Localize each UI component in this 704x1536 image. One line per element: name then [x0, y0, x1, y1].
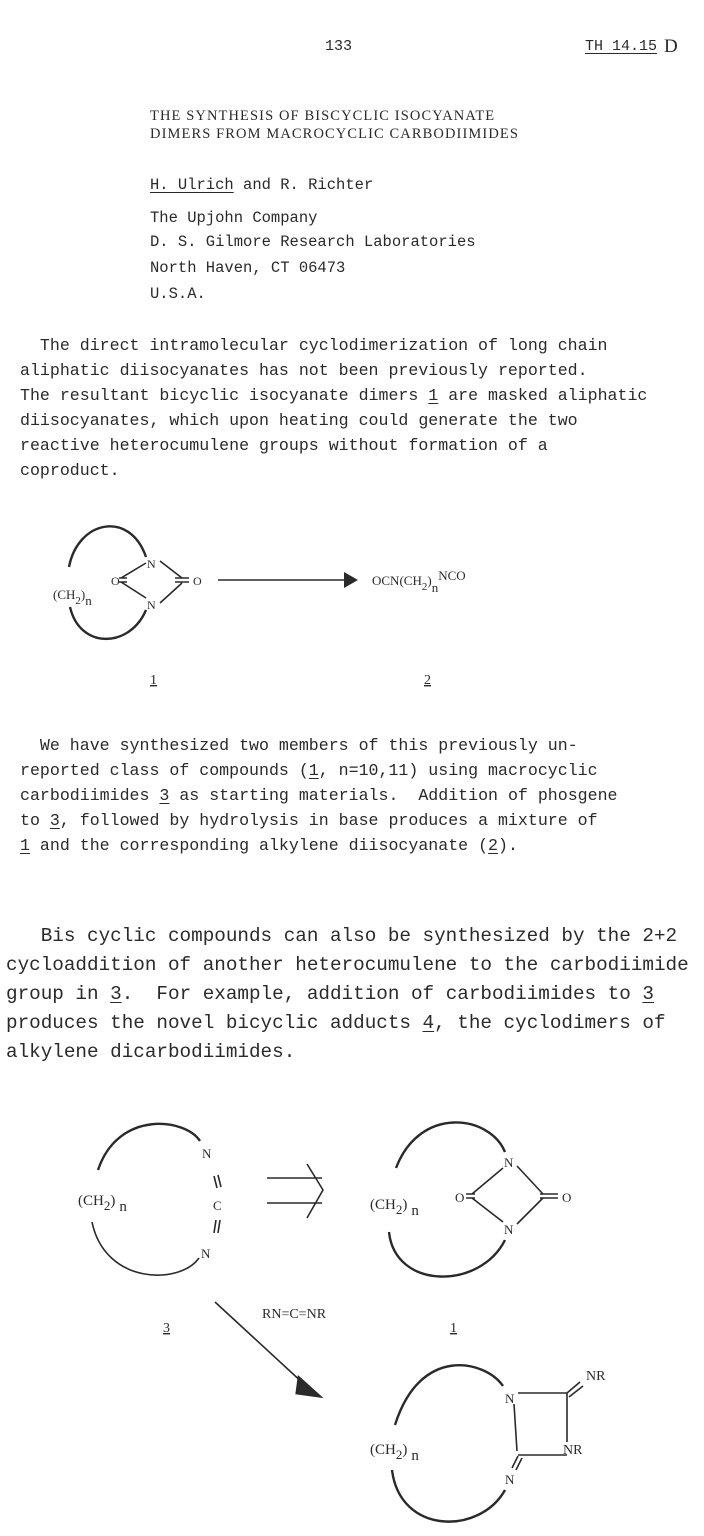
svg-text:N: N [505, 1472, 515, 1487]
svg-text:O: O [193, 574, 202, 588]
compound-reference: 4 [422, 1012, 435, 1034]
svg-text:O: O [111, 574, 120, 588]
compound-1-product-structure [370, 1122, 571, 1276]
compound-1-structure [53, 526, 202, 639]
compound-label-3: 3 [163, 1321, 170, 1336]
svg-text:O: O [455, 1190, 465, 1205]
compound-3-structure [78, 1124, 222, 1275]
co-author: and R. Richter [233, 176, 374, 194]
page-number: 133 [325, 38, 353, 55]
svg-text:N: N [202, 1146, 212, 1161]
text-segment: as starting materials. Addition of phosgene [169, 786, 618, 805]
reagent-label: RN=C=NR [262, 1307, 327, 1322]
svg-text:N: N [504, 1155, 514, 1170]
session-code: TH 14.15 [585, 38, 658, 55]
affiliation-line: The Upjohn Company [150, 209, 318, 227]
compound-reference: 3 [110, 983, 122, 1005]
text-segment: , followed by hydrolysis in base produces a mixture of [59, 811, 598, 830]
session-letter: D [664, 36, 678, 57]
compound-reference: 2 [488, 836, 498, 855]
svg-text:(CH2)n: (CH2) n [370, 1442, 419, 1464]
compound-label-1: 1 [150, 673, 157, 688]
reaction-arrow [218, 572, 358, 588]
svg-text:N: N [201, 1246, 211, 1261]
text-segment: . For example, addition of carbodiimides to [121, 983, 643, 1005]
text-segment: produces the novel bicyclic adducts [6, 1012, 423, 1034]
affiliation-line: U.S.A. [150, 285, 206, 303]
text-segment: to [20, 811, 50, 830]
ring-arc-upper [69, 526, 146, 567]
svg-text:N: N [147, 557, 156, 571]
compound-reference: 1 [308, 761, 319, 780]
text-segment: aliphatic diisocyanates has not been previously reported. [20, 361, 588, 380]
text-segment: diisocyanates, which upon heating could generate the two [20, 411, 578, 430]
text-segment: and the corresponding alkylene diisocyanate ( [29, 836, 489, 855]
svg-text:N: N [147, 598, 156, 612]
text-segment: ). [498, 836, 518, 855]
ring-arc-lower [70, 607, 146, 639]
svg-text:N: N [504, 1222, 514, 1237]
svg-text:(CH2)n: (CH2) n [78, 1193, 127, 1215]
text-segment: cycloaddition of another heterocumulene to the carbodiimide [6, 954, 689, 976]
text-segment: , the cyclodimers of [434, 1012, 666, 1034]
title-line-1: THE SYNTHESIS OF BISCYCLIC ISOCYANATE [150, 108, 496, 124]
double-arrow-implies [267, 1164, 323, 1218]
svg-text:N: N [505, 1391, 515, 1406]
svg-text:C: C [213, 1198, 222, 1213]
svg-text:NR: NR [563, 1443, 583, 1458]
text-segment: are masked aliphatic [438, 386, 648, 405]
text-segment: alkylene dicarbodiimides. [6, 1041, 296, 1063]
text-segment: The direct intramolecular cyclodimerization of long chain [20, 336, 608, 355]
compound-reference: 3 [49, 811, 60, 830]
text-segment: , n=10,11) using macrocyclic [318, 761, 598, 780]
compound-reference: 1 [428, 386, 439, 405]
text-segment: carbodiimides [20, 786, 160, 805]
svg-text:(CH2)n: $(CH_2)n$ [53, 587, 92, 608]
text-segment: We have synthesized two members of this previously un- [20, 736, 578, 755]
text-segment: coproduct. [20, 461, 120, 480]
presenting-author: H. Ulrich [150, 176, 234, 194]
compound-label-1b: 1 [450, 1321, 457, 1336]
compound-label-2: 2 [424, 673, 431, 688]
affiliation-line: North Haven, CT 06473 [150, 259, 346, 277]
text-segment: Bis cyclic compounds can also be synthesized by the 2+2 [6, 925, 678, 947]
svg-text:NR: NR [586, 1369, 606, 1384]
compound-reference: 1 [20, 836, 30, 855]
compound-4-structure [370, 1365, 606, 1521]
text-segment: reactive heterocumulene groups without formation of a [20, 436, 548, 455]
text-segment: reported class of compounds ( [20, 761, 309, 780]
compound-reference: 3 [159, 786, 170, 805]
text-segment: group in [6, 983, 111, 1005]
svg-text:O: O [562, 1190, 572, 1205]
text-segment: The resultant bicyclic isocyanate dimers [20, 386, 429, 405]
compound-reference: 3 [642, 983, 654, 1005]
svg-text:(CH2)n: (CH2) n [370, 1197, 419, 1219]
affiliation-line: D. S. Gilmore Research Laboratories [150, 233, 476, 251]
compound-2-formula: $OCN(CH_2)nNCO$ [372, 568, 466, 595]
title-line-2: DIMERS FROM MACROCYCLIC CARBODIIMIDES [150, 126, 520, 142]
